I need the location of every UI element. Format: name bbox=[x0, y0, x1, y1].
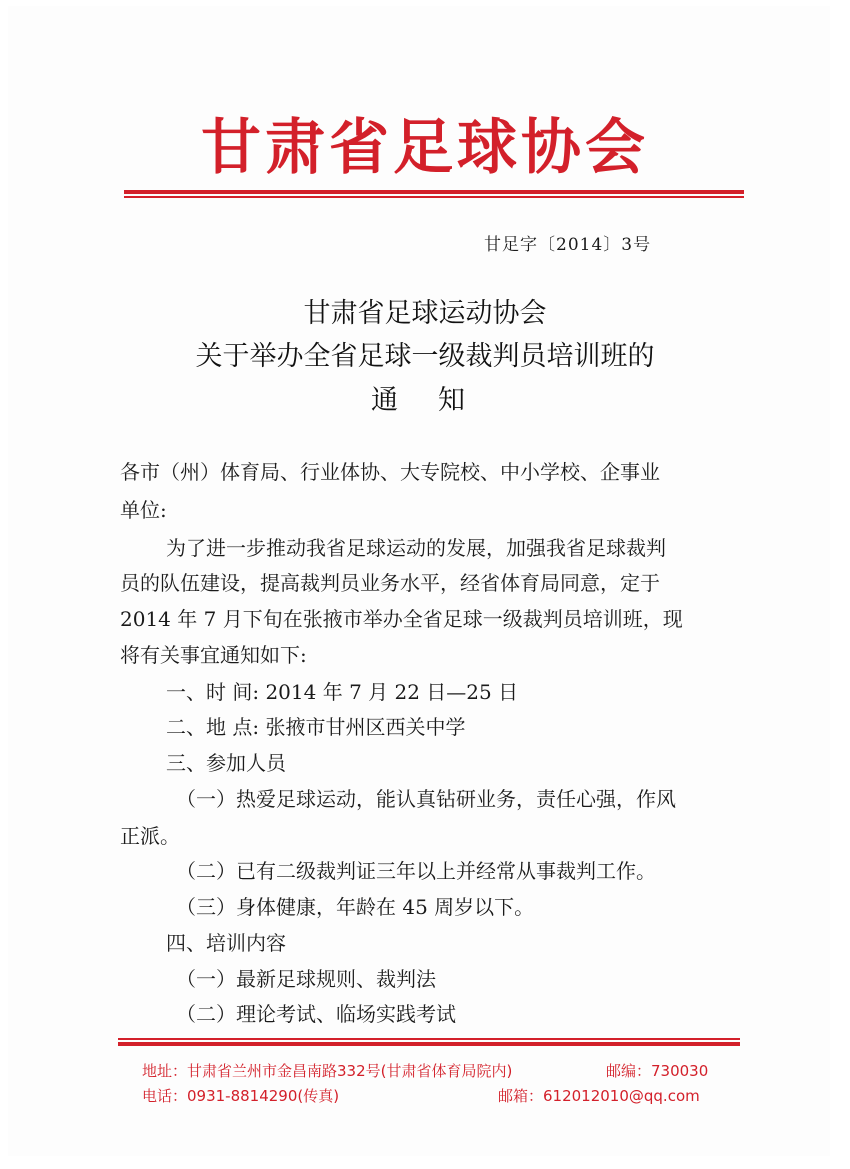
recipients-line-2: 单位: bbox=[120, 498, 167, 522]
item-training-content: 四、培训内容 bbox=[166, 931, 286, 955]
training-content-1: （一）最新足球规则、裁判法 bbox=[176, 967, 436, 991]
footer-address: 地址：甘肃省兰州市金昌南路332号(甘肃省体育局院内) bbox=[142, 1062, 513, 1080]
footer-email: 邮箱：612012010@qq.com bbox=[498, 1087, 700, 1105]
intro-line-3: 2014 年 7 月下旬在张掖市举办全省足球一级裁判员培训班，现 bbox=[120, 607, 683, 631]
participant-requirement-1a: （一）热爱足球运动，能认真钻研业务，责任心强，作风 bbox=[176, 787, 676, 811]
participant-requirement-1b: 正派。 bbox=[120, 824, 180, 848]
item-place: 二、地 点: 张掖市甘州区西关中学 bbox=[166, 715, 466, 739]
training-content-2: （二）理论考试、临场实践考试 bbox=[176, 1002, 456, 1026]
title-line-2: 关于举办全省足球一级裁判员培训班的 bbox=[195, 341, 655, 372]
recipients-line-1: 各市（州）体育局、行业体协、大专院校、中小学校、企事业 bbox=[120, 460, 660, 484]
participant-requirement-3: （三）身体健康，年龄在 45 周岁以下。 bbox=[176, 895, 535, 919]
document-number: 甘足字〔2014〕3号 bbox=[484, 235, 652, 255]
footer-divider bbox=[118, 1038, 740, 1046]
letterhead-org-name: 甘肃省足球协会 bbox=[201, 113, 649, 183]
intro-line-1: 为了进一步推动我省足球运动的发展，加强我省足球裁判 bbox=[166, 536, 666, 560]
item-participants: 三、参加人员 bbox=[166, 751, 286, 775]
participant-requirement-2: （二）已有二级裁判证三年以上并经常从事裁判工作。 bbox=[176, 859, 656, 883]
title-line-1: 甘肃省足球运动协会 bbox=[303, 298, 547, 329]
intro-line-2: 员的队伍建设，提高裁判员业务水平，经省体育局同意，定于 bbox=[120, 571, 660, 595]
divider-thin-line bbox=[124, 196, 744, 198]
footer-phone: 电话：0931-8814290(传真) bbox=[142, 1087, 340, 1105]
footer-postcode: 邮编：730030 bbox=[606, 1062, 709, 1080]
item-time: 一、时 间: 2014 年 7 月 22 日—25 日 bbox=[166, 680, 519, 704]
footer-divider-thin-line bbox=[118, 1038, 740, 1040]
footer-divider-thick-line bbox=[118, 1042, 740, 1046]
title-line-3: 通知 bbox=[371, 385, 505, 416]
letterhead-divider bbox=[124, 190, 744, 198]
intro-line-4: 将有关事宜通知如下: bbox=[120, 643, 307, 667]
divider-thick-line bbox=[124, 190, 744, 194]
